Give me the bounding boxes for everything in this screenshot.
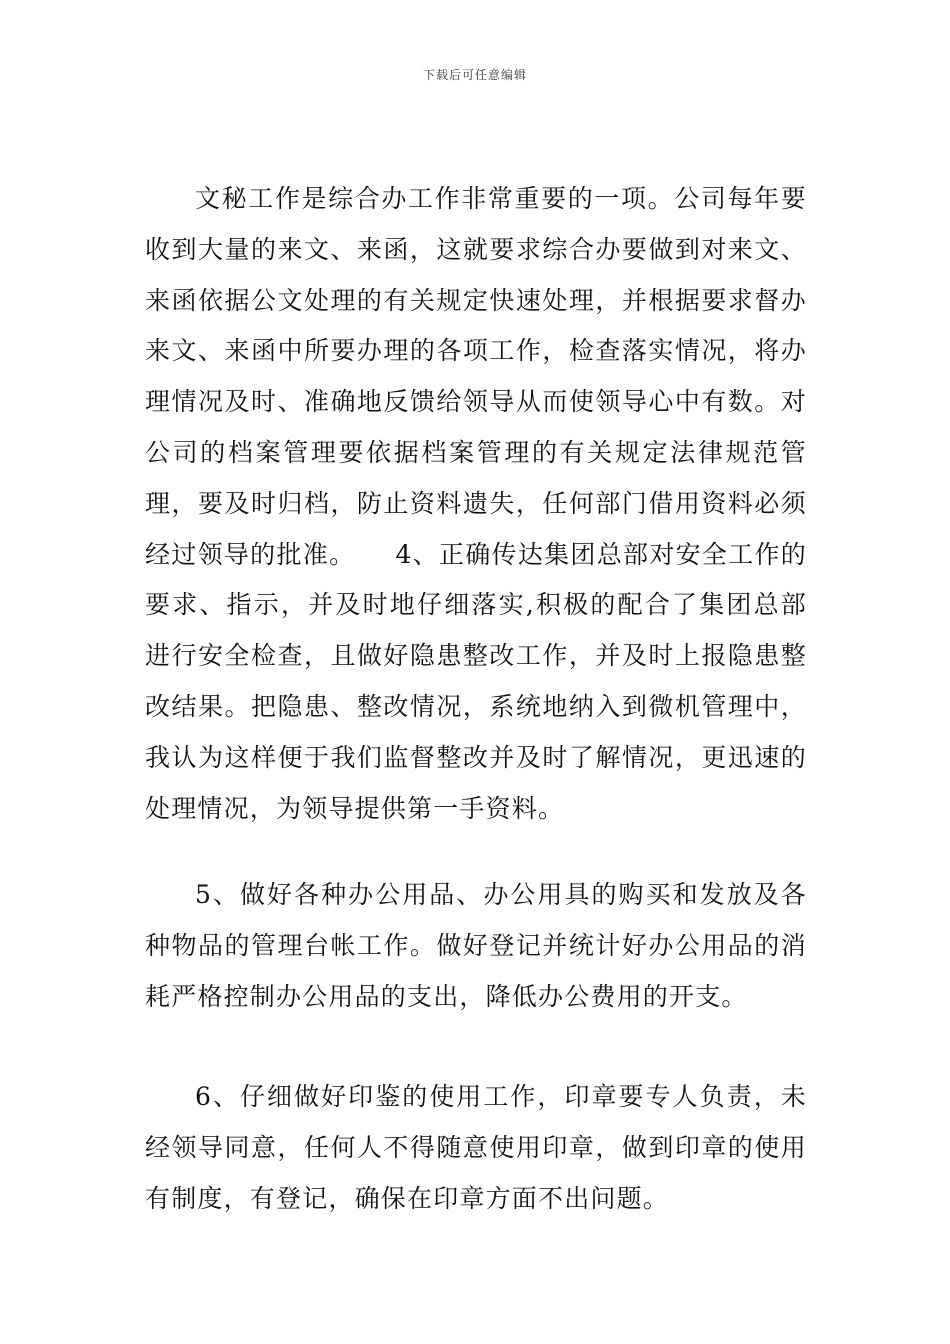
page-header: 下载后可任意编辑 xyxy=(422,68,527,82)
paragraph-office-supplies xyxy=(145,870,807,1022)
paragraph-text: 6、仔细做好印鉴的使用工作，印章要专人负责，未经领导同意，任何人不得随意使用印章，做到印章的使用有制度，有登记，确保在印章方面不出问题。 xyxy=(145,1082,807,1213)
paragraph-secretarial-work xyxy=(145,174,807,834)
paragraph-text: 5、做好各种办公用品、办公用具的购买和发放及各种物品的管理台帐工作。做好登记并统计好办公用品的消耗严格控制办公用品的支出，降低办公费用的开支。 xyxy=(145,880,807,1011)
paragraph-seal-management xyxy=(145,1072,807,1224)
paragraph-text: 文秘工作是综合办工作非常重要的一项。公司每年要收到大量的来文、来函，这就要求综合办要做到对来文、来函依据公文处理的有关规定快速处理，并根据要求督办来文、来函中所要办理的各项工作，检查落实情况，将办理情况及时、准确地反馈给领导从而使领导心中有数。对公司的档案管理要依据档案管理的有关规定法律规范管理，要及时归档，防止资料遗失，任何部门借用资料必须经过领导的批准。 4、正确传达集团总部对安全工作的要求、指示，并及时地仔细落实,积极的配合了集团总部进行安全检查，且做好隐患整改工作，并及时上报隐患整改结果。把隐患、整改情况，系统地纳入到微机管理中，我认为这样便于我们监督整改并及时了解情况，更迅速的处理情况，为领导提供第一手资料。 xyxy=(145,184,807,823)
